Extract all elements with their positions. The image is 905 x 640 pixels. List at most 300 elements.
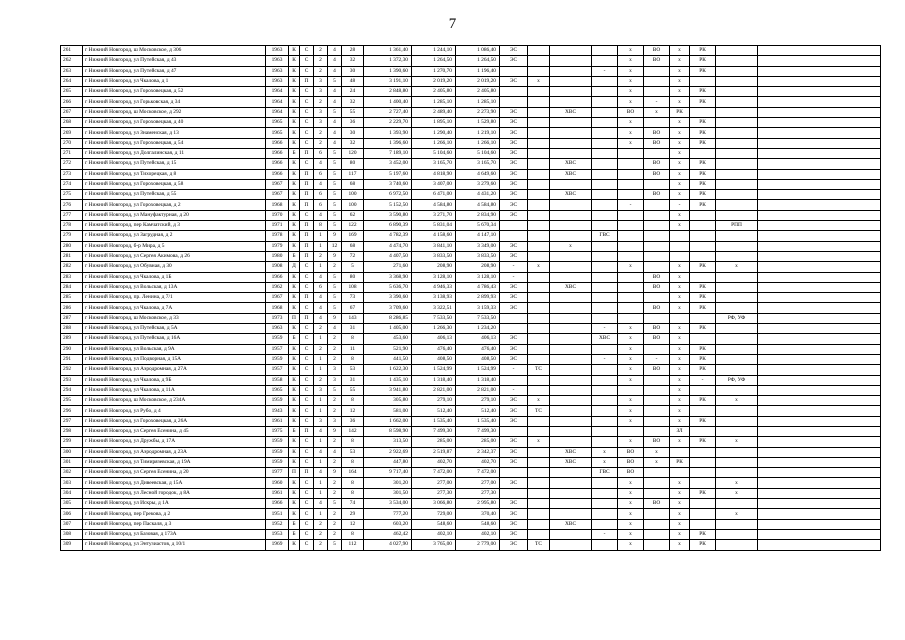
table-cell-c7: 32 (342, 56, 364, 66)
table-cell-c4: П (300, 221, 314, 231)
table-cell-c3: К (289, 76, 300, 86)
table-cell-c12 (528, 457, 550, 467)
table-cell-c11: ЭС (500, 107, 528, 117)
table-cell-c19 (716, 128, 758, 138)
table-cell-c3: Б (289, 148, 300, 158)
table-cell-c11 (500, 468, 528, 478)
table-cell-c3: К (289, 478, 300, 488)
table-cell-c6: 9 (328, 231, 342, 241)
table-cell-c19 (716, 118, 758, 128)
table-cell-v1: 3 390,60 (364, 293, 412, 303)
table-cell-no: 280 (61, 241, 83, 251)
table-cell-c14 (592, 509, 618, 519)
table-cell-v1: 3 590,80 (364, 210, 412, 220)
table-cell-c11: - (500, 272, 528, 282)
table-cell-c19 (716, 447, 758, 457)
table-cell-year: 1966 (266, 169, 289, 179)
table-cell-c3: П (289, 468, 300, 478)
housing-register-table (60, 45, 881, 551)
table-cell-c17: х (670, 169, 690, 179)
table-cell-c14 (592, 375, 618, 385)
table-cell-no: 295 (61, 396, 83, 406)
table-cell-c15 (618, 303, 644, 313)
table-cell-c13 (550, 128, 592, 138)
table-cell-address: г Нижний Новгород, ш Московское, д 234А (83, 396, 266, 406)
table-cell-c16 (644, 66, 670, 76)
table-cell-c15 (618, 210, 644, 220)
table-cell-c5: 4 (314, 303, 328, 313)
table-cell-v1: 3 709,60 (364, 303, 412, 313)
table-cell-c11 (500, 426, 528, 436)
table-cell-no: 278 (61, 221, 83, 231)
table-cell-c20 (758, 375, 881, 385)
table-cell-c18: РК (690, 46, 716, 56)
table-cell-year: 1966 (266, 159, 289, 169)
table-row (61, 509, 881, 519)
table-cell-c17: х (670, 406, 690, 416)
table-cell-c20 (758, 221, 881, 231)
table-cell-v3: 208,90 (456, 262, 500, 272)
table-cell-c15 (618, 148, 644, 158)
table-cell-v1: 2 848,80 (364, 87, 412, 97)
table-cell-year: 1961 (266, 416, 289, 426)
table-row (61, 478, 881, 488)
table-cell-c11 (500, 97, 528, 107)
table-cell-c6: 4 (328, 87, 342, 97)
table-cell-c14 (592, 344, 618, 354)
table-cell-c6: 2 (328, 406, 342, 416)
table-cell-c20 (758, 97, 881, 107)
table-cell-c5: 6 (314, 190, 328, 200)
table-cell-c19 (716, 344, 758, 354)
table-cell-no: 282 (61, 262, 83, 272)
table-cell-c16: х (644, 457, 670, 467)
table-cell-c13 (550, 76, 592, 86)
table-cell-c13 (550, 334, 592, 344)
table-cell-v2: 1 318,40 (412, 375, 456, 385)
table-cell-c3: К (289, 231, 300, 241)
table-cell-v1: 4 027,90 (364, 540, 412, 550)
table-cell-c4: С (300, 118, 314, 128)
table-cell-c5: 1 (314, 365, 328, 375)
table-cell-c16: ВО (644, 365, 670, 375)
table-cell-v2: 1 524,99 (412, 365, 456, 375)
table-cell-c3: К (289, 241, 300, 251)
table-cell-c12: ТС (528, 406, 550, 416)
table-cell-c15: х (618, 396, 644, 406)
table-cell-no: 276 (61, 200, 83, 210)
table-cell-c7: 122 (342, 221, 364, 231)
table-cell-c18 (690, 509, 716, 519)
table-cell-no: 275 (61, 190, 83, 200)
table-cell-c14 (592, 138, 618, 148)
table-cell-c7: 117 (342, 169, 364, 179)
table-cell-v3: 7 472,00 (456, 468, 500, 478)
table-cell-c13 (550, 179, 592, 189)
table-cell-c18: РК (690, 128, 716, 138)
table-cell-c5: 4 (314, 426, 328, 436)
table-cell-c4: С (300, 396, 314, 406)
table-cell-c11: ЭС (500, 499, 528, 509)
table-cell-c17: х (670, 221, 690, 231)
table-cell-year: 1961 (266, 488, 289, 498)
table-cell-c3: К (289, 499, 300, 509)
table-cell-year: 1980 (266, 251, 289, 261)
table-cell-c11: ЭС (500, 416, 528, 426)
table-cell-c17: х (670, 437, 690, 447)
table-cell-year: 1967 (266, 293, 289, 303)
table-cell-c15 (618, 231, 644, 241)
table-cell-c20 (758, 76, 881, 86)
table-cell-c3: К (289, 385, 300, 395)
table-cell-c17 (670, 447, 690, 457)
table-cell-c19 (716, 56, 758, 66)
table-cell-c17: х (670, 303, 690, 313)
table-row (61, 159, 881, 169)
table-cell-c20 (758, 488, 881, 498)
table-cell-c14: ХВС (592, 334, 618, 344)
table-cell-c3: К (289, 488, 300, 498)
table-cell-c6: 5 (328, 148, 342, 158)
table-cell-year: 1953 (266, 529, 289, 539)
table-cell-c3: Б (289, 334, 300, 344)
table-cell-c14 (592, 241, 618, 251)
table-cell-address: г Нижний Новгород, ул Базовая, д 173А (83, 529, 266, 539)
table-cell-c18 (690, 478, 716, 488)
table-cell-c12 (528, 416, 550, 426)
table-cell-c12 (528, 46, 550, 56)
table-cell-c14 (592, 97, 618, 107)
table-cell-c5: 2 (314, 97, 328, 107)
table-cell-address: г Нижний Новгород, ул Путейская, д 43 (83, 56, 266, 66)
table-cell-c3: К (289, 324, 300, 334)
table-cell-c14 (592, 179, 618, 189)
table-cell-c12 (528, 478, 550, 488)
table-cell-c14 (592, 385, 618, 395)
table-cell-c17: х (670, 293, 690, 303)
table-cell-c17: х (670, 66, 690, 76)
table-cell-c19: х (716, 396, 758, 406)
table-cell-c18: РК (690, 396, 716, 406)
table-cell-c16 (644, 468, 670, 478)
table-cell-v1: 1 622,30 (364, 365, 412, 375)
table-cell-c3: К (289, 344, 300, 354)
table-cell-c7: 53 (342, 365, 364, 375)
table-cell-no: 263 (61, 66, 83, 76)
table-cell-c12 (528, 313, 550, 323)
table-cell-c7: 8 (342, 396, 364, 406)
table-cell-c3: Д (289, 262, 300, 272)
table-cell-c17: х (670, 540, 690, 550)
table-cell-no: 299 (61, 437, 83, 447)
table-cell-c11: - (500, 385, 528, 395)
table-cell-c4: С (300, 97, 314, 107)
table-cell-v1: 5 636,70 (364, 282, 412, 292)
table-cell-c14 (592, 406, 618, 416)
table-cell-c11: ЭС (500, 303, 528, 313)
table-cell-c11: ЭС (500, 509, 528, 519)
table-cell-c20 (758, 56, 881, 66)
table-cell-c7: 80 (342, 272, 364, 282)
table-cell-v2: 277,30 (412, 488, 456, 498)
table-cell-address: г Нижний Новгород, ул Дружбы, д 17А (83, 437, 266, 447)
table-cell-year: 1959 (266, 457, 289, 467)
table-cell-c19 (716, 107, 758, 117)
table-cell-v3: 406,13 (456, 334, 500, 344)
table-cell-c4: С (300, 107, 314, 117)
table-cell-c4: С (300, 344, 314, 354)
table-row (61, 46, 881, 56)
table-cell-v3: 1 196,40 (456, 66, 500, 76)
table-cell-c13 (550, 354, 592, 364)
table-cell-c7: 32 (342, 138, 364, 148)
table-cell-address: г Нижний Новгород, ул Чкалова, д 9Б (83, 375, 266, 385)
table-row (61, 272, 881, 282)
table-cell-v2: 3 271,70 (412, 210, 456, 220)
table-cell-c12 (528, 447, 550, 457)
table-cell-c4: П (300, 76, 314, 86)
table-cell-v1: 4 782,39 (364, 231, 412, 241)
table-cell-c19: х (716, 437, 758, 447)
table-cell-c14 (592, 210, 618, 220)
table-cell-c6: 3 (328, 365, 342, 375)
table-cell-c3: К (289, 303, 300, 313)
table-cell-c4: С (300, 416, 314, 426)
table-cell-no: 264 (61, 76, 83, 86)
table-cell-c6: 4 (328, 447, 342, 457)
table-cell-c4: С (300, 529, 314, 539)
table-cell-c5: 2 (314, 375, 328, 385)
table-cell-c20 (758, 365, 881, 375)
table-cell-c15: х (618, 437, 644, 447)
table-cell-c15: х (618, 46, 644, 56)
table-cell-c5: 1 (314, 231, 328, 241)
table-cell-year: 1962 (266, 282, 289, 292)
table-cell-c7: 12 (342, 406, 364, 416)
table-cell-c20 (758, 190, 881, 200)
table-cell-c6: 2 (328, 509, 342, 519)
table-cell-c6: 5 (328, 221, 342, 231)
table-cell-c13 (550, 488, 592, 498)
table-cell-c18: РК (690, 87, 716, 97)
table-cell-c13 (550, 272, 592, 282)
table-cell-c17: х (670, 272, 690, 282)
table-cell-c7: 8 (342, 457, 364, 467)
table-cell-c12 (528, 344, 550, 354)
table-cell-c11: ЭС (500, 128, 528, 138)
table-cell-address: г Нижний Новгород, ул Путейская, д 15 (83, 159, 266, 169)
table-cell-c20 (758, 210, 881, 220)
table-cell-c3: К (289, 107, 300, 117)
table-cell-c6: 5 (328, 293, 342, 303)
table-row (61, 107, 881, 117)
table-cell-address: г Нижний Новгород, пер Камчатский, д 3 (83, 221, 266, 231)
table-row (61, 262, 881, 272)
table-cell-c12 (528, 241, 550, 251)
table-cell-c12 (528, 159, 550, 169)
table-cell-v3: 548,60 (456, 519, 500, 529)
table-cell-c4: С (300, 210, 314, 220)
table-cell-c20 (758, 200, 881, 210)
table-row (61, 396, 881, 406)
table-cell-c6: 5 (328, 540, 342, 550)
table-cell-c17: х (670, 128, 690, 138)
table-cell-c20 (758, 385, 881, 395)
table-cell-c5: 2 (314, 324, 328, 334)
table-cell-v2: 2 019,20 (412, 76, 456, 86)
table-cell-c14 (592, 416, 618, 426)
table-cell-v2: 3 066,80 (412, 499, 456, 509)
table-cell-year: 1959 (266, 354, 289, 364)
table-cell-c14 (592, 118, 618, 128)
table-cell-c18 (690, 447, 716, 457)
table-cell-c14: ГВС (592, 468, 618, 478)
table-cell-c6: 5 (328, 169, 342, 179)
table-cell-c6: 2 (328, 354, 342, 364)
table-cell-c4: С (300, 447, 314, 457)
table-cell-c16 (644, 519, 670, 529)
table-cell-c7: 5 (342, 262, 364, 272)
table-cell-no: 308 (61, 529, 83, 539)
table-cell-c13 (550, 540, 592, 550)
table-cell-c12 (528, 385, 550, 395)
table-cell-address: г Нижний Новгород, ул Сергея Есенина, д 20 (83, 468, 266, 478)
table-cell-c20 (758, 231, 881, 241)
table-cell-c5: 3 (314, 118, 328, 128)
table-cell-c17: х (670, 76, 690, 86)
table-cell-c14 (592, 221, 618, 231)
table-cell-v2: 1 244,10 (412, 46, 456, 56)
table-cell-v3: 1 264,50 (456, 56, 500, 66)
table-cell-c12 (528, 210, 550, 220)
table-cell-c16 (644, 200, 670, 210)
table-row (61, 354, 881, 364)
table-cell-c7: 120 (342, 148, 364, 158)
table-cell-c12 (528, 200, 550, 210)
table-cell-c15 (618, 385, 644, 395)
table-cell-c5: 1 (314, 457, 328, 467)
table-cell-c12: х (528, 437, 550, 447)
table-cell-c7: 74 (342, 499, 364, 509)
table-cell-v2: 402,10 (412, 529, 456, 539)
table-row (61, 499, 881, 509)
table-row (61, 375, 881, 385)
table-cell-c19 (716, 66, 758, 76)
table-cell-c20 (758, 87, 881, 97)
table-cell-c19 (716, 231, 758, 241)
table-cell-c20 (758, 324, 881, 334)
table-cell-c15: х (618, 354, 644, 364)
table-cell-c15: х (618, 324, 644, 334)
table-cell-c16 (644, 529, 670, 539)
table-cell-c20 (758, 241, 881, 251)
table-cell-c5: 2 (314, 46, 328, 56)
table-row (61, 293, 881, 303)
table-cell-v2: 4 946,33 (412, 282, 456, 292)
table-cell-c14 (592, 251, 618, 261)
table-row (61, 540, 881, 550)
table-cell-c18: РК (690, 303, 716, 313)
table-cell-v2: 2 405,80 (412, 87, 456, 97)
table-cell-c15: ВО (618, 447, 644, 457)
table-cell-c14 (592, 282, 618, 292)
table-cell-v1: 1 405,00 (364, 324, 412, 334)
table-cell-c13 (550, 66, 592, 76)
table-cell-c4: С (300, 303, 314, 313)
table-cell-c5: 1 (314, 478, 328, 488)
table-cell-no: 262 (61, 56, 83, 66)
table-cell-c18: РК (690, 66, 716, 76)
table-cell-address: г Нижний Новгород, ул Вольская, д 13А (83, 282, 266, 292)
table-cell-c18 (690, 272, 716, 282)
table-cell-c5: 1 (314, 396, 328, 406)
table-cell-v1: 3 941,80 (364, 385, 412, 395)
table-cell-v3: 3 349,00 (456, 241, 500, 251)
table-cell-c11: ЭС (500, 478, 528, 488)
table-cell-v2: 476,40 (412, 344, 456, 354)
table-cell-c14 (592, 107, 618, 117)
table-cell-c17: х (670, 118, 690, 128)
table-cell-c16 (644, 344, 670, 354)
table-cell-c3: К (289, 128, 300, 138)
table-cell-c16: ВО (644, 282, 670, 292)
table-cell-c20 (758, 179, 881, 189)
table-cell-v3: 4 584,80 (456, 200, 500, 210)
table-cell-c5: 2 (314, 519, 328, 529)
table-row (61, 66, 881, 76)
table-cell-c18 (690, 426, 716, 436)
table-cell-c19 (716, 529, 758, 539)
table-cell-c19 (716, 179, 758, 189)
table-row (61, 344, 881, 354)
table-cell-c17: х (670, 87, 690, 97)
table-cell-v1: 603,20 (364, 519, 412, 529)
table-cell-c12 (528, 97, 550, 107)
table-cell-v3: 4 431,20 (456, 190, 500, 200)
table-cell-c7: 11 (342, 344, 364, 354)
table-cell-c6: 4 (328, 324, 342, 334)
table-cell-c12 (528, 499, 550, 509)
table-cell-no: 273 (61, 169, 83, 179)
table-cell-address: г Нижний Новгород, ул Путейская, д 16А (83, 334, 266, 344)
table-cell-c20 (758, 148, 881, 158)
table-cell-c11: ЭС (500, 76, 528, 86)
table-cell-v3: 2 899,93 (456, 293, 500, 303)
table-cell-v1: 6 890,39 (364, 221, 412, 231)
table-cell-c17: х (670, 509, 690, 519)
table-cell-v2: 279,10 (412, 396, 456, 406)
table-cell-c14 (592, 313, 618, 323)
table-cell-c14: - (592, 324, 618, 334)
table-cell-c5: 1 (314, 262, 328, 272)
table-cell-c3: К (289, 437, 300, 447)
table-cell-c4: С (300, 334, 314, 344)
table-row (61, 56, 881, 66)
table-cell-v3: 408,50 (456, 354, 500, 364)
table-cell-v3: 3 128,10 (456, 272, 500, 282)
table-cell-c5: 6 (314, 169, 328, 179)
table-cell-c11: ЭС (500, 437, 528, 447)
table-cell-c5: 3 (314, 87, 328, 97)
table-cell-c13 (550, 468, 592, 478)
table-cell-year: 1963 (266, 324, 289, 334)
table-cell-c12 (528, 107, 550, 117)
table-row (61, 221, 881, 231)
table-cell-c19 (716, 138, 758, 148)
table-cell-c6: 5 (328, 159, 342, 169)
table-cell-address: г Нижний Новгород, ул Аэродромная, д 27А (83, 365, 266, 375)
table-cell-c5: 2 (314, 56, 328, 66)
